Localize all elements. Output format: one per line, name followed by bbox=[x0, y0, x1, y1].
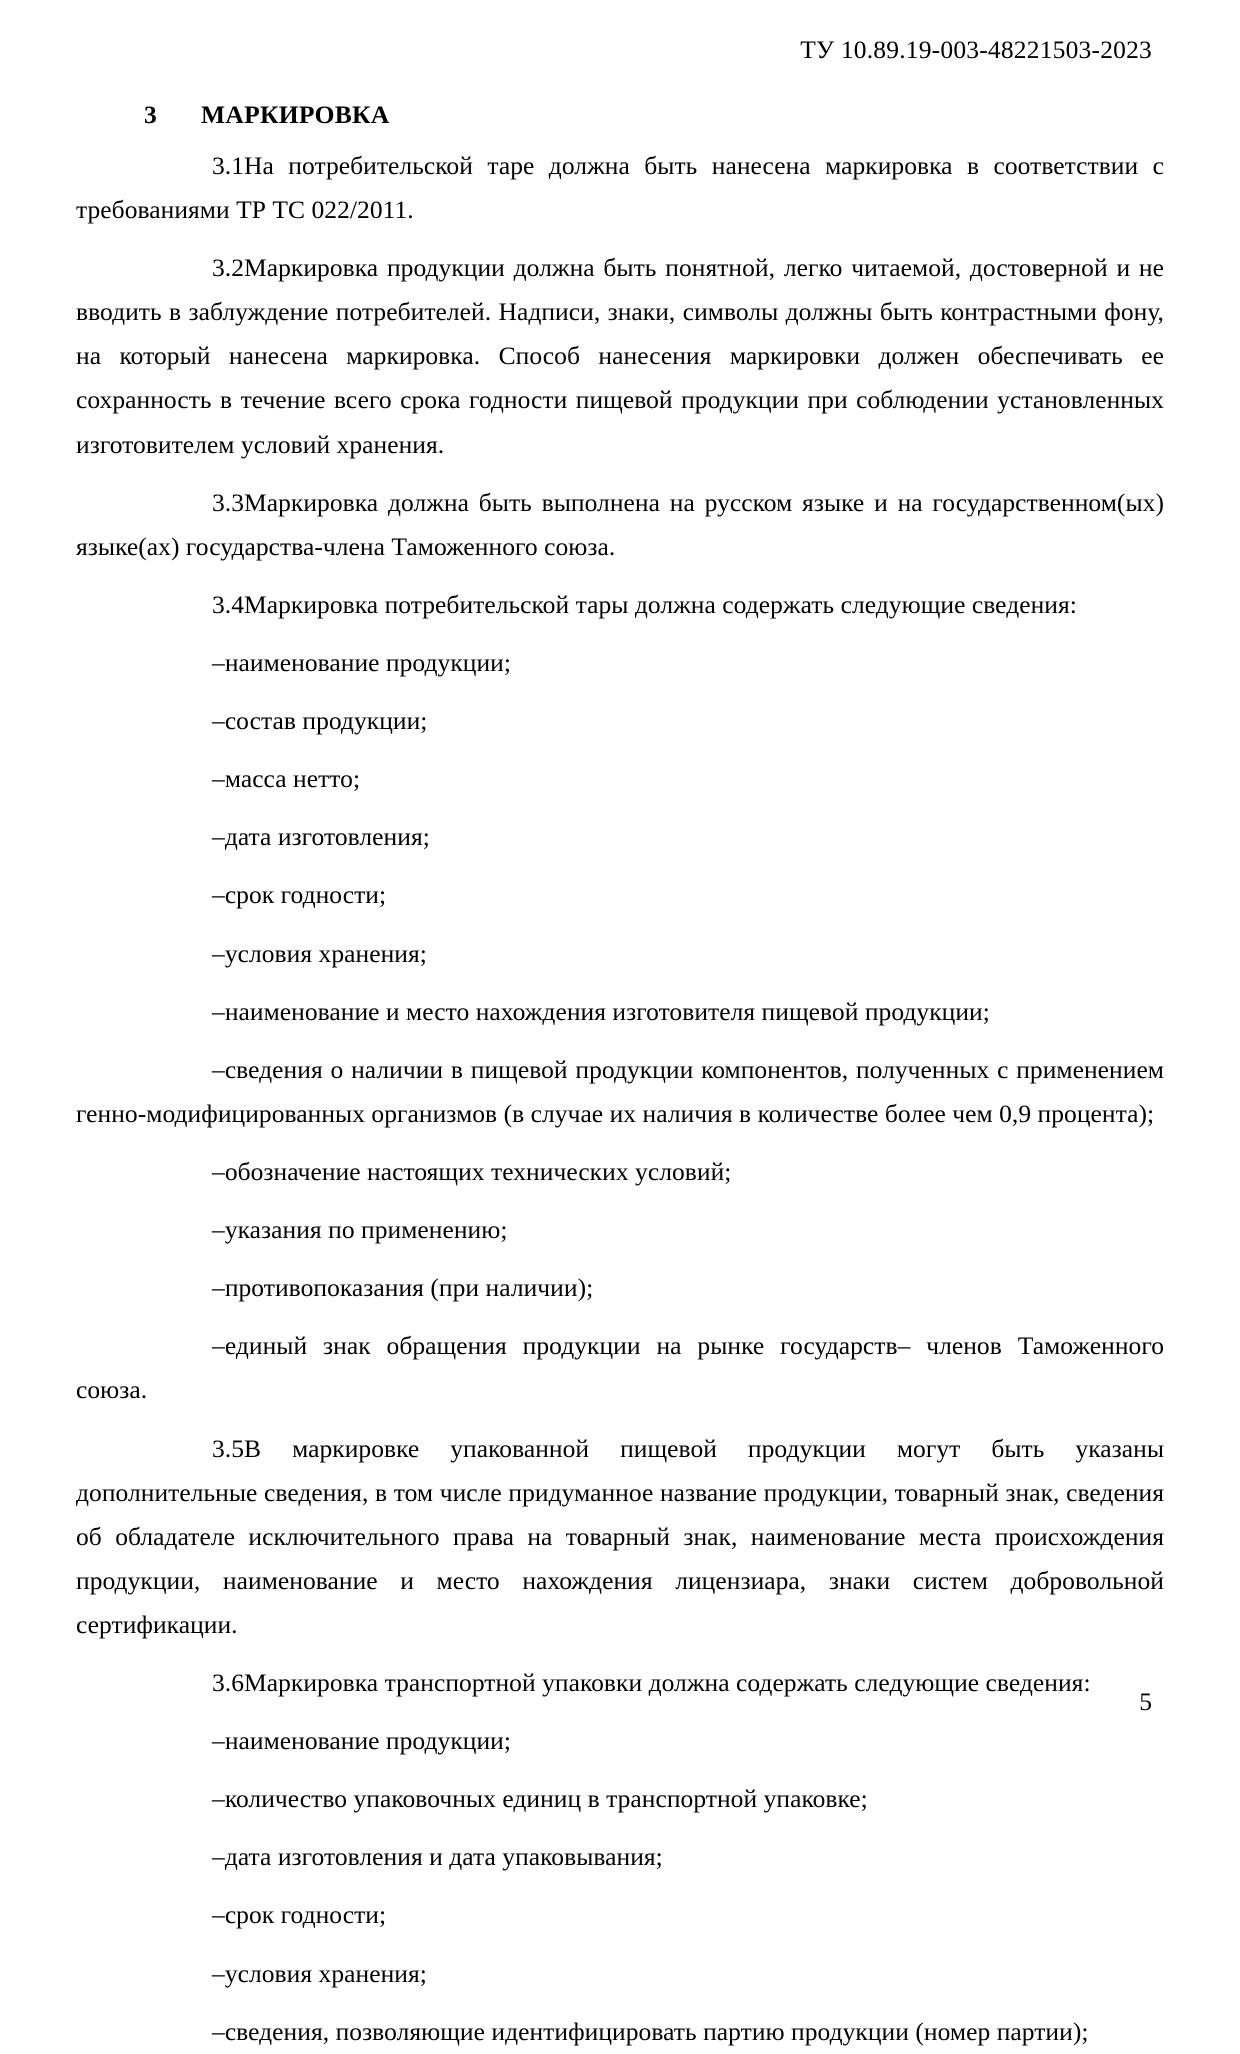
list-item-text: количество упаковочных единиц в транспортной упаковке; bbox=[224, 1784, 868, 1814]
list-item bbox=[76, 873, 1164, 917]
paragraph-text: Маркировка потребительской тары должна содержать следующие сведения: bbox=[244, 589, 1077, 619]
list-item bbox=[76, 815, 1164, 859]
list-item-text: сведения о наличии в пищевой продукции компонентов, полученных с применением генно-модифицированных организмов (в случае их наличия в количестве более чем 0,9 процента); bbox=[76, 1054, 1164, 1128]
dash-bullet-icon: – bbox=[212, 1273, 225, 1303]
dash-bullet-icon: – bbox=[212, 1958, 225, 1988]
dash-bullet-icon: – bbox=[212, 647, 225, 677]
list-item-text: условия хранения; bbox=[224, 1958, 427, 1988]
list-item bbox=[76, 1048, 1164, 1136]
list-item bbox=[76, 1777, 1164, 1821]
paragraph-3-5 bbox=[76, 1427, 1164, 1648]
document-code-header: ТУ 10.89.19-003-48221503-2023 bbox=[800, 35, 1152, 64]
list-item bbox=[76, 1719, 1164, 1763]
list-item-text: дата изготовления и дата упаковывания; bbox=[224, 1842, 663, 1872]
list-item bbox=[76, 2010, 1164, 2054]
section-title: МАРКИРОВКА bbox=[201, 99, 390, 129]
list-item bbox=[76, 699, 1164, 743]
list-item-text: состав продукции; bbox=[224, 706, 428, 736]
list-item-text: наименование продукции; bbox=[224, 647, 511, 677]
dash-bullet-icon: – bbox=[212, 764, 225, 794]
paragraph-text: На потребительской таре должна быть нанесена маркировка в соответствии с требованиями ТР ТС 022/2011. bbox=[76, 150, 1164, 224]
dash-bullet-icon: – bbox=[212, 822, 225, 852]
paragraph-number: 3.5 bbox=[212, 1433, 245, 1463]
paragraph-number: 3.3 bbox=[212, 487, 245, 517]
list-item-text: масса нетто; bbox=[224, 764, 361, 794]
list-item-text: наименование и место нахождения изготовителя пищевой продукции; bbox=[224, 996, 990, 1026]
page-number: 5 bbox=[1139, 1687, 1152, 1716]
list-item-text: срок годности; bbox=[224, 1900, 387, 1930]
dash-bullet-icon: – bbox=[212, 1331, 225, 1361]
paragraph-text: В маркировке упакованной пищевой продукции могут быть указаны дополнительные сведения, в том числе придуманное название продукции, товарный знак, сведения об обладателе исключительного права на товарный знак, наименование места происхождения продукции, наименование и место нахождения лицензиара, знаки систем добровольной сертификации. bbox=[76, 1433, 1164, 1639]
list-item bbox=[76, 1835, 1164, 1879]
list-item bbox=[76, 1266, 1164, 1310]
list-item-text: сведения, позволяющие идентифицировать партию продукции (номер партии); bbox=[224, 2016, 1089, 2046]
list-item-text: срок годности; bbox=[224, 880, 387, 910]
paragraph-number: 3.4 bbox=[212, 589, 245, 619]
paragraph-number: 3.6 bbox=[212, 1668, 245, 1698]
paragraph-3-4 bbox=[76, 583, 1164, 627]
list-item bbox=[76, 757, 1164, 801]
list-item-text: условия хранения; bbox=[224, 938, 427, 968]
dash-bullet-icon: – bbox=[212, 1215, 225, 1245]
paragraph-number: 3.1 bbox=[212, 150, 245, 180]
dash-bullet-icon: – bbox=[212, 1784, 225, 1814]
list-item-text: обозначение настоящих технических условий; bbox=[224, 1156, 732, 1186]
list-item bbox=[76, 1150, 1164, 1194]
section-number: 3 bbox=[144, 99, 158, 129]
dash-bullet-icon: – bbox=[212, 706, 225, 736]
paragraph-text: Маркировка транспортной упаковки должна содержать следующие сведения: bbox=[244, 1668, 1091, 1698]
paragraph-3-6 bbox=[76, 1661, 1164, 1705]
list-item bbox=[76, 1208, 1164, 1252]
paragraph-text: Маркировка продукции должна быть понятной, легко читаемой, достоверной и не вводить в заблуждение потребителей. Надписи, знаки, символы должны быть контрастными фону, на который нанесена маркировка. Способ нанесения маркировки должен обеспечивать ее сохранность в течение всего срока годности пищевой продукции при соблюдении установленных изготовителем условий хранения. bbox=[76, 253, 1164, 459]
dash-bullet-icon: – bbox=[212, 880, 225, 910]
list-item bbox=[76, 1952, 1164, 1996]
paragraph-text: Маркировка должна быть выполнена на русском языке и на государственном(ых) языке(ах) государства-члена Таможенного союза. bbox=[76, 487, 1164, 561]
list-item bbox=[76, 1893, 1164, 1937]
paragraph-3-3 bbox=[76, 481, 1164, 569]
list-item-text: противопоказания (при наличии); bbox=[224, 1273, 594, 1303]
section-heading bbox=[76, 100, 1164, 130]
dash-bullet-icon: – bbox=[212, 1900, 225, 1930]
dash-bullet-icon: – bbox=[212, 996, 225, 1026]
paragraph-3-2 bbox=[76, 246, 1164, 467]
paragraph-3-1 bbox=[76, 144, 1164, 232]
dash-bullet-icon: – bbox=[212, 1726, 225, 1756]
dash-bullet-icon: – bbox=[212, 1054, 225, 1084]
list-item-text: наименование продукции; bbox=[224, 1726, 511, 1756]
list-item-text: единый знак обращения продукции на рынке государств– членов Таможенного союза. bbox=[76, 1331, 1164, 1405]
list-item bbox=[76, 641, 1164, 685]
list-item bbox=[76, 1324, 1164, 1412]
list-item bbox=[76, 932, 1164, 976]
list-item bbox=[76, 990, 1164, 1034]
dash-bullet-icon: – bbox=[212, 2016, 225, 2046]
dash-bullet-icon: – bbox=[212, 1156, 225, 1186]
paragraph-number: 3.2 bbox=[212, 253, 245, 283]
dash-bullet-icon: – bbox=[212, 938, 225, 968]
list-item-text: указания по применению; bbox=[224, 1215, 508, 1245]
dash-bullet-icon: – bbox=[212, 1842, 225, 1872]
list-item-text: дата изготовления; bbox=[224, 822, 430, 852]
